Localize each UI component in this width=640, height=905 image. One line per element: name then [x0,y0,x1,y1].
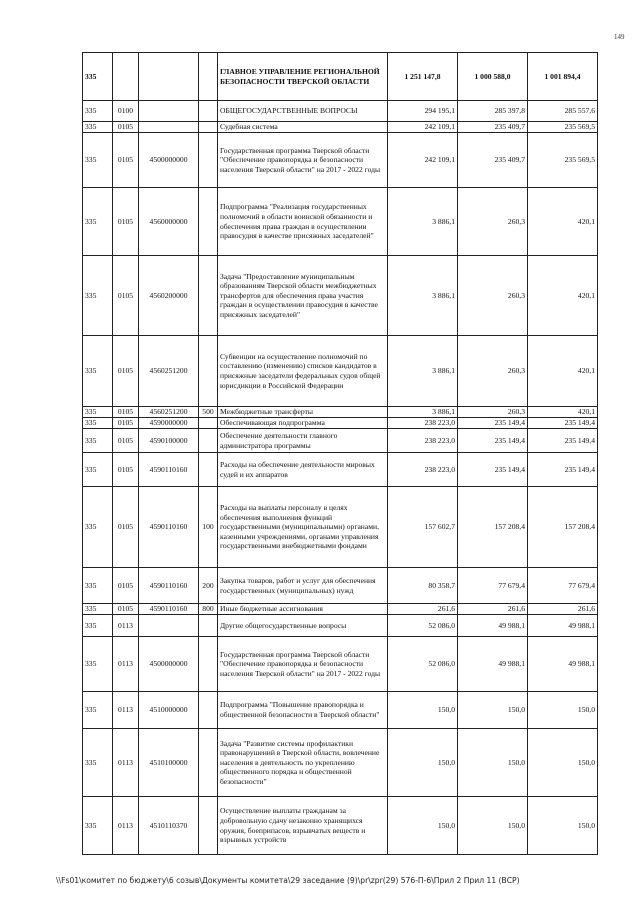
table-row [83,487,598,568]
section-code-cell: 0105 [113,487,139,568]
admin-code-cell: 335 [83,604,113,615]
expense-type-cell [199,188,218,256]
expense-type-cell [199,429,218,453]
admin-code-cell: 335 [83,729,113,797]
year2-amount-cell: 235 149,4 [458,418,528,429]
year3-amount-cell: 235 569,5 [528,133,598,188]
target-code-cell [139,101,199,122]
target-code-cell [139,122,199,133]
year3-amount-cell: 77 679,4 [528,568,598,604]
year2-amount-cell: 49 988,1 [458,637,528,692]
year1-amount-cell: 80 358,7 [388,568,458,604]
year3-amount-cell: 235 149,4 [528,418,598,429]
admin-code-cell: 335 [83,487,113,568]
item-name-cell: Задача "Развитие системы профилактики правонарушений в Тверской области, вовлечение населения в деятельность по укреплению общественного порядка и общественной безопасности" [218,729,388,797]
admin-code-cell: 335 [83,797,113,855]
expense-type-cell: 800 [199,604,218,615]
table-row [83,453,598,487]
section-code-cell: 0105 [113,429,139,453]
year1-amount-cell: 1 251 147,8 [388,53,458,101]
admin-code-cell: 335 [83,122,113,133]
item-name-cell: Государственная программа Тверской области "Обеспечение правопорядка и безопасности населения Тверской области" на 2017 - 2022 годы [218,133,388,188]
year1-amount-cell: 3 886,1 [388,188,458,256]
expense-type-cell: 500 [199,407,218,418]
table-row [83,122,598,133]
year3-amount-cell: 420,1 [528,336,598,407]
year3-amount-cell: 150,0 [528,797,598,855]
item-name-cell: Осуществление выплаты гражданам за добровольную сдачу незаконно хранящихся оружия, боеприпасов, взрывчатых веществ и взрывных устройств [218,797,388,855]
year2-amount-cell: 150,0 [458,692,528,729]
target-code-cell: 4590110160 [139,487,199,568]
page-number: 149 [614,33,625,41]
section-code-cell: 0105 [113,256,139,336]
item-name-cell: Государственная программа Тверской области "Обеспечение правопорядка и безопасности населения Тверской области" на 2017 - 2022 годы [218,637,388,692]
item-name-cell: Закупка товаров, работ и услуг для обеспечения государственных (муниципальных) нужд [218,568,388,604]
year1-amount-cell: 52 086,0 [388,637,458,692]
item-name-cell: Субвенции на осуществление полномочий по составлению (изменению) списков кандидатов в присяжные заседатели федеральных судов общей юрисдикции в Российской Федерации [218,336,388,407]
table-row [83,797,598,855]
table-row [83,101,598,122]
year3-amount-cell: 235 149,4 [528,429,598,453]
year1-amount-cell: 261,6 [388,604,458,615]
expense-type-cell [199,53,218,101]
section-code-cell: 0113 [113,692,139,729]
item-name-cell: Другие общегосударственные вопросы [218,615,388,637]
year3-amount-cell: 157 208,4 [528,487,598,568]
expense-type-cell [199,101,218,122]
section-code-cell: 0105 [113,418,139,429]
table-row [83,568,598,604]
section-code-cell: 0105 [113,336,139,407]
footer-file-path: \\Fs01\комитет по бюджету\6 созыв\Документы комитета\29 заседание (9)\pr\zpr(29) 576-П-6\Прил 2 Прил 11 (ВСР) [56,876,520,885]
year2-amount-cell: 150,0 [458,797,528,855]
target-code-cell: 4560200000 [139,256,199,336]
table-row [83,418,598,429]
section-code-cell: 0105 [113,407,139,418]
year2-amount-cell: 260,3 [458,336,528,407]
target-code-cell: 4510110370 [139,797,199,855]
expense-type-cell [199,797,218,855]
admin-code-cell: 335 [83,568,113,604]
target-code-cell: 4500000000 [139,637,199,692]
section-code-cell: 0113 [113,637,139,692]
expense-type-cell [199,133,218,188]
item-name-cell: Судебная система [218,122,388,133]
expense-type-cell: 200 [199,568,218,604]
table-row [83,729,598,797]
table-row [83,133,598,188]
year1-amount-cell: 150,0 [388,797,458,855]
year3-amount-cell: 49 988,1 [528,615,598,637]
admin-code-cell: 335 [83,256,113,336]
section-code-cell: 0105 [113,188,139,256]
section-code-cell: 0100 [113,101,139,122]
target-code-cell: 4590110160 [139,604,199,615]
budget-table [82,52,598,855]
item-name-cell: Расходы на обеспечение деятельности мировых судей и их аппаратов [218,453,388,487]
table-row [83,53,598,101]
section-code-cell: 0105 [113,604,139,615]
expense-type-cell [199,453,218,487]
year1-amount-cell: 242 109,1 [388,133,458,188]
admin-code-cell: 335 [83,188,113,256]
item-name-cell: Обеспечение деятельности главного администратора программы [218,429,388,453]
expense-type-cell [199,692,218,729]
year1-amount-cell: 3 886,1 [388,256,458,336]
year1-amount-cell: 150,0 [388,729,458,797]
expense-type-cell [199,615,218,637]
item-name-cell: Расходы на выплаты персоналу в целях обеспечения выполнения функций государственными (муниципальными) органами, казенными учреждениями, органами управления государственными внебюджетными фондами [218,487,388,568]
year3-amount-cell: 420,1 [528,188,598,256]
target-code-cell: 4500000000 [139,133,199,188]
admin-code-cell: 335 [83,418,113,429]
year2-amount-cell: 235 409,7 [458,133,528,188]
expense-type-cell [199,336,218,407]
target-code-cell: 4590110160 [139,453,199,487]
admin-code-cell: 335 [83,407,113,418]
year1-amount-cell: 3 886,1 [388,336,458,407]
year2-amount-cell: 1 000 588,0 [458,53,528,101]
table-row [83,637,598,692]
target-code-cell: 4510000000 [139,692,199,729]
year2-amount-cell: 235 409,7 [458,122,528,133]
year3-amount-cell: 150,0 [528,729,598,797]
table-row [83,336,598,407]
expense-type-cell [199,122,218,133]
year1-amount-cell: 157 602,7 [388,487,458,568]
table-row [83,692,598,729]
admin-code-cell: 335 [83,101,113,122]
item-name-cell: Обеспечивающая подпрограмма [218,418,388,429]
year2-amount-cell: 260,3 [458,188,528,256]
admin-code-cell: 335 [83,429,113,453]
year2-amount-cell: 77 679,4 [458,568,528,604]
item-name-cell: Подпрограмма "Реализация государственных полномочий в области воинской обязанности и обеспечения права граждан в осуществлении правосудия в качестве присяжных заседателей" [218,188,388,256]
item-name-cell: Межбюджетные трансферты [218,407,388,418]
target-code-cell [139,615,199,637]
year3-amount-cell: 235 149,4 [528,453,598,487]
year1-amount-cell: 3 886,1 [388,407,458,418]
section-code-cell [113,53,139,101]
year2-amount-cell: 285 397,8 [458,101,528,122]
item-name-cell: Подпрограмма "Повышение правопорядка и общественной безопасности в Тверской области" [218,692,388,729]
year1-amount-cell: 238 223,0 [388,429,458,453]
year2-amount-cell: 261,6 [458,604,528,615]
table-row [83,429,598,453]
year3-amount-cell: 1 001 894,4 [528,53,598,101]
admin-code-cell: 335 [83,453,113,487]
year1-amount-cell: 294 195,1 [388,101,458,122]
target-code-cell: 4590100000 [139,429,199,453]
target-code-cell: 4510100000 [139,729,199,797]
table-row [83,615,598,637]
admin-code-cell: 335 [83,692,113,729]
section-code-cell: 0105 [113,568,139,604]
expense-type-cell [199,418,218,429]
admin-code-cell: 335 [83,615,113,637]
item-name-cell: Иные бюджетные ассигнования [218,604,388,615]
year3-amount-cell: 261,6 [528,604,598,615]
section-code-cell: 0113 [113,729,139,797]
section-code-cell: 0113 [113,615,139,637]
target-code-cell: 4560251200 [139,407,199,418]
year2-amount-cell: 150,0 [458,729,528,797]
year3-amount-cell: 150,0 [528,692,598,729]
target-code-cell: 4590000000 [139,418,199,429]
year1-amount-cell: 150,0 [388,692,458,729]
year3-amount-cell: 235 569,5 [528,122,598,133]
target-code-cell: 4560000000 [139,188,199,256]
year1-amount-cell: 52 086,0 [388,615,458,637]
year2-amount-cell: 260,3 [458,407,528,418]
year2-amount-cell: 235 149,4 [458,429,528,453]
table-row [83,604,598,615]
item-name-cell: ОБЩЕГОСУДАРСТВЕННЫЕ ВОПРОСЫ [218,101,388,122]
admin-code-cell: 335 [83,336,113,407]
section-code-cell: 0105 [113,453,139,487]
section-code-cell: 0105 [113,133,139,188]
target-code-cell: 4590110160 [139,568,199,604]
table-row [83,188,598,256]
year3-amount-cell: 420,1 [528,256,598,336]
year1-amount-cell: 238 223,0 [388,418,458,429]
target-code-cell: 4560251200 [139,336,199,407]
item-name-cell: ГЛАВНОЕ УПРАВЛЕНИЕ РЕГИОНАЛЬНОЙ БЕЗОПАСНОСТИ ТВЕРСКОЙ ОБЛАСТИ [218,53,388,101]
year2-amount-cell: 49 988,1 [458,615,528,637]
expense-type-cell: 100 [199,487,218,568]
year2-amount-cell: 235 149,4 [458,453,528,487]
year2-amount-cell: 157 208,4 [458,487,528,568]
year3-amount-cell: 420,1 [528,407,598,418]
expense-type-cell [199,256,218,336]
admin-code-cell: 335 [83,637,113,692]
year3-amount-cell: 285 557,6 [528,101,598,122]
year1-amount-cell: 238 223,0 [388,453,458,487]
expense-type-cell [199,729,218,797]
table-row [83,256,598,336]
target-code-cell [139,53,199,101]
year3-amount-cell: 49 988,1 [528,637,598,692]
year2-amount-cell: 260,3 [458,256,528,336]
admin-code-cell: 335 [83,53,113,101]
section-code-cell: 0105 [113,122,139,133]
admin-code-cell: 335 [83,133,113,188]
expense-type-cell [199,637,218,692]
year1-amount-cell: 242 109,1 [388,122,458,133]
item-name-cell: Задача "Предоставление муниципальным образованиям Тверской области межбюджетных трансфертов для обеспечения права участия граждан в осуществлении правосудия в качестве присяжных заседателей" [218,256,388,336]
section-code-cell: 0113 [113,797,139,855]
table-row [83,407,598,418]
